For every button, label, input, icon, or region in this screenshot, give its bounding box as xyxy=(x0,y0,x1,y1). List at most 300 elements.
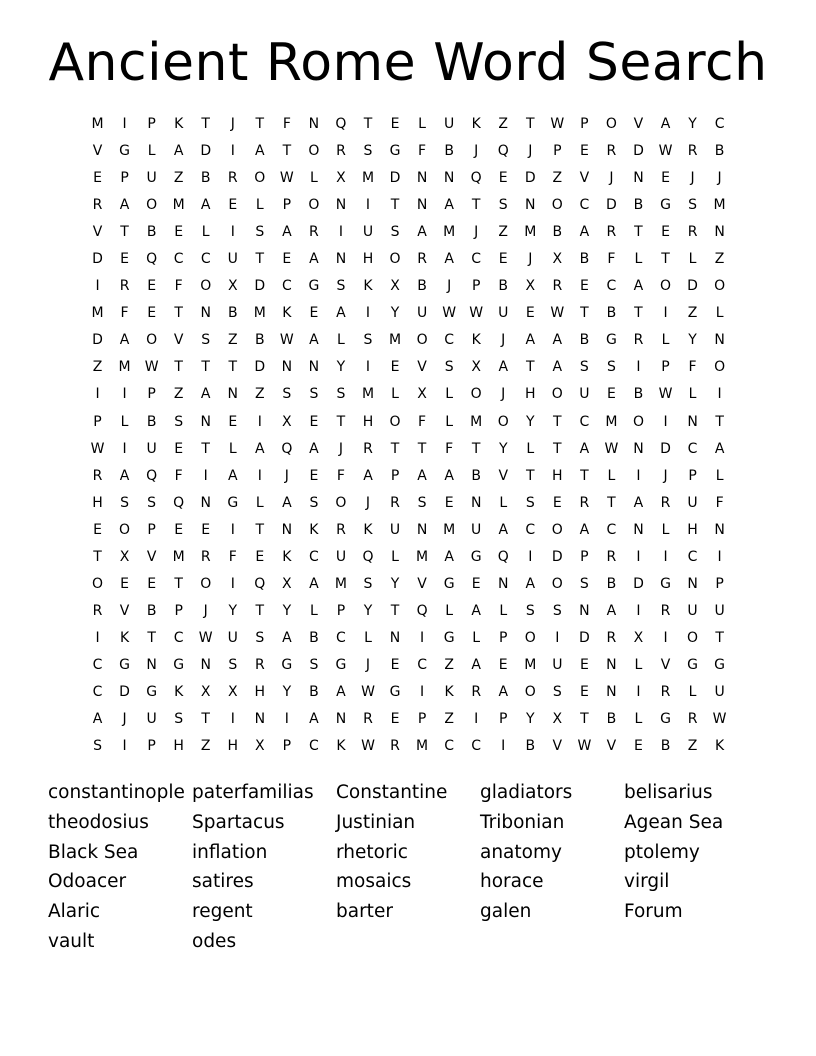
grid-letter: O xyxy=(146,197,158,214)
grid-letter: C xyxy=(309,548,319,565)
grid-letter: I xyxy=(636,683,641,700)
grid-letter: S xyxy=(552,602,562,619)
grid-letter: U xyxy=(687,494,698,511)
grid-letter: H xyxy=(525,386,536,403)
grid-letter: T xyxy=(580,711,589,728)
word-list-item: rhetoric xyxy=(336,841,408,863)
grid-letter: L xyxy=(715,305,724,322)
grid-letter: C xyxy=(444,332,455,349)
grid-letter: B xyxy=(227,305,238,322)
grid-letter: M xyxy=(118,359,131,376)
grid-letter: R xyxy=(92,197,103,214)
word-list-item: anatomy xyxy=(480,841,562,863)
grid-letter: S xyxy=(688,197,697,214)
grid-letter: U xyxy=(227,629,238,646)
grid-letter: I xyxy=(122,386,127,403)
grid-letter: B xyxy=(200,170,211,187)
grid-letter: P xyxy=(147,521,156,538)
grid-letter: K xyxy=(444,683,454,700)
grid-letter: S xyxy=(417,494,427,511)
grid-letter: E xyxy=(471,575,481,592)
grid-letter: N xyxy=(227,386,238,403)
grid-letter: T xyxy=(715,413,724,430)
grid-letter: M xyxy=(443,521,456,538)
grid-letter: O xyxy=(200,278,212,295)
word-list-item: vault xyxy=(48,930,95,952)
grid-letter: J xyxy=(663,467,668,484)
grid-letter: R xyxy=(579,494,590,511)
grid-letter: Q xyxy=(254,575,266,592)
grid-letter: I xyxy=(230,521,235,538)
grid-letter: P xyxy=(580,116,589,132)
grid-letter: W xyxy=(658,143,673,160)
grid-letter: A xyxy=(309,711,319,728)
grid-letter: I xyxy=(230,575,235,592)
grid-letter: Z xyxy=(92,359,103,376)
grid-letter: G xyxy=(443,629,455,646)
grid-letter: I xyxy=(230,143,235,160)
grid-letter: Y xyxy=(525,413,535,430)
grid-letter: O xyxy=(389,413,401,430)
grid-letter: Y xyxy=(228,602,238,619)
grid-letter: N xyxy=(714,224,725,241)
grid-letter: K xyxy=(309,521,319,538)
grid-letter: X xyxy=(282,413,292,430)
word-list-item: Agean Sea xyxy=(624,811,724,833)
grid-letter: E xyxy=(634,738,643,755)
grid-letter: S xyxy=(525,494,535,511)
grid-letter: P xyxy=(661,359,670,376)
grid-letter: A xyxy=(119,467,130,484)
grid-letter: T xyxy=(525,116,535,132)
grid-letter: M xyxy=(334,575,347,592)
grid-letter: S xyxy=(147,494,157,511)
grid-letter: L xyxy=(499,602,508,619)
grid-letter: N xyxy=(714,332,725,349)
grid-letter: M xyxy=(416,738,429,755)
grid-letter: F xyxy=(282,116,291,132)
grid-letter: H xyxy=(362,251,374,268)
grid-letter: Y xyxy=(688,332,697,349)
grid-letter: T xyxy=(201,440,210,457)
grid-letter: I xyxy=(95,629,100,646)
grid-letter: T xyxy=(255,251,265,268)
grid-letter: E xyxy=(579,683,589,700)
grid-letter: T xyxy=(201,711,210,728)
grid-letter: F xyxy=(715,494,724,511)
grid-letter: N xyxy=(416,521,428,538)
grid-letter: G xyxy=(227,494,239,511)
grid-letter: C xyxy=(606,278,617,295)
grid-letter: G xyxy=(173,656,185,673)
grid-letter: E xyxy=(525,305,535,322)
grid-letter: C xyxy=(92,656,103,673)
grid-letter: E xyxy=(552,494,562,511)
grid-letter: D xyxy=(254,359,266,376)
grid-letter: I xyxy=(717,386,722,403)
grid-letter: T xyxy=(174,359,183,376)
grid-letter: A xyxy=(579,440,590,457)
grid-letter: O xyxy=(92,575,104,592)
grid-letter: D xyxy=(633,143,644,160)
grid-letter: I xyxy=(636,359,641,376)
grid-letter: L xyxy=(364,629,372,646)
grid-letter: S xyxy=(309,386,319,403)
grid-letter: I xyxy=(95,278,100,295)
grid-letter: R xyxy=(119,278,130,295)
grid-letter: R xyxy=(660,683,671,700)
grid-letter: C xyxy=(579,197,590,214)
grid-letter: D xyxy=(92,332,103,349)
grid-letter: Z xyxy=(444,711,454,728)
grid-letter: R xyxy=(227,170,238,187)
grid-letter: N xyxy=(335,197,347,214)
grid-letter: P xyxy=(282,738,292,755)
word-list-item: Black Sea xyxy=(48,841,139,863)
grid-letter: S xyxy=(336,278,346,295)
grid-letter: C xyxy=(471,738,482,755)
grid-letter: B xyxy=(660,738,671,755)
grid-letter: E xyxy=(93,521,102,538)
grid-letter: A xyxy=(498,359,509,376)
grid-letter: A xyxy=(200,197,211,214)
grid-letter: E xyxy=(579,143,589,160)
grid-letter: N xyxy=(281,359,293,376)
grid-letter: A xyxy=(227,467,238,484)
grid-letter: J xyxy=(528,143,533,160)
grid-letter: E xyxy=(120,575,129,592)
grid-letter: F xyxy=(445,440,454,457)
grid-letter: O xyxy=(200,575,212,592)
grid-letter: M xyxy=(172,548,185,565)
grid-letter: B xyxy=(552,224,563,241)
grid-letter: Y xyxy=(498,440,508,457)
grid-letter: A xyxy=(444,467,454,484)
grid-letter: I xyxy=(420,629,425,646)
grid-letter: A xyxy=(471,602,481,619)
word-list-item: belisarius xyxy=(624,782,713,803)
grid-letter: I xyxy=(257,467,262,484)
grid-letter: S xyxy=(282,386,292,403)
grid-letter: T xyxy=(607,494,616,511)
grid-letter: N xyxy=(633,440,644,457)
grid-letter: F xyxy=(174,467,183,484)
grid-letter: I xyxy=(122,116,127,132)
grid-letter: A xyxy=(119,332,130,349)
grid-letter: W xyxy=(198,629,213,646)
grid-letter: H xyxy=(173,738,184,755)
grid-letter: Z xyxy=(498,224,509,241)
grid-letter: E xyxy=(390,116,400,132)
grid-letter: J xyxy=(690,170,695,187)
grid-letter: N xyxy=(308,116,320,132)
grid-letter: U xyxy=(227,251,238,268)
grid-letter: G xyxy=(308,278,320,295)
grid-letter: Z xyxy=(200,738,211,755)
grid-letter: S xyxy=(525,602,535,619)
word-list-item: constantinople xyxy=(48,782,185,803)
word-list-item: galen xyxy=(480,901,532,923)
grid-letter: R xyxy=(92,602,103,619)
grid-letter: X xyxy=(227,278,238,295)
grid-letter: P xyxy=(120,170,129,187)
grid-letter: V xyxy=(606,738,617,755)
grid-letter: N xyxy=(579,602,590,619)
grid-letter: J xyxy=(338,440,344,457)
grid-letter: R xyxy=(606,629,617,646)
grid-letter: L xyxy=(418,116,426,132)
grid-letter: P xyxy=(580,548,589,565)
grid-letter: D xyxy=(119,683,130,700)
grid-letter: N xyxy=(200,413,211,430)
grid-letter: B xyxy=(606,305,617,322)
grid-letter: M xyxy=(361,170,375,187)
grid-letter: D xyxy=(200,143,212,160)
grid-letter: Z xyxy=(173,170,184,187)
grid-letter: N xyxy=(335,251,347,268)
grid-letter: X xyxy=(119,548,130,565)
grid-letter: R xyxy=(336,521,346,538)
grid-letter: M xyxy=(91,116,104,132)
grid-letter: M xyxy=(253,305,266,322)
grid-letter: T xyxy=(715,629,724,646)
word-list-item: Constantine xyxy=(336,782,448,803)
grid-letter: J xyxy=(365,494,371,511)
grid-letter: M xyxy=(605,413,618,430)
grid-letter: A xyxy=(309,251,319,268)
grid-letter: Y xyxy=(363,602,373,619)
grid-letter: Z xyxy=(227,332,238,349)
grid-letter: U xyxy=(444,116,455,132)
grid-letter: G xyxy=(714,656,726,673)
grid-letter: P xyxy=(417,711,427,728)
grid-letter: D xyxy=(578,629,590,646)
grid-letter: Z xyxy=(687,305,698,322)
grid-letter: W xyxy=(550,116,565,132)
grid-letter: G xyxy=(470,548,482,565)
grid-letter: I xyxy=(474,711,479,728)
grid-letter: T xyxy=(553,440,562,457)
grid-letter: W xyxy=(279,332,294,349)
grid-letter: J xyxy=(528,251,533,268)
grid-letter: A xyxy=(579,224,590,241)
grid-letter: U xyxy=(552,656,563,673)
grid-letter: P xyxy=(147,116,156,132)
grid-letter: G xyxy=(660,711,671,728)
grid-letter: M xyxy=(524,224,537,241)
grid-letter: E xyxy=(444,494,454,511)
grid-letter: C xyxy=(417,656,427,673)
grid-letter: N xyxy=(606,656,617,673)
grid-letter: R xyxy=(471,683,482,700)
grid-letter: A xyxy=(660,116,671,132)
grid-letter: C xyxy=(606,521,617,538)
grid-letter: A xyxy=(714,440,725,457)
grid-letter: Z xyxy=(714,251,725,268)
grid-letter: U xyxy=(335,548,347,565)
grid-letter: A xyxy=(92,711,103,728)
grid-letter: J xyxy=(474,224,479,241)
grid-letter: E xyxy=(498,170,508,187)
grid-letter: T xyxy=(634,224,643,241)
grid-letter: O xyxy=(497,413,509,430)
grid-letter: N xyxy=(416,197,428,214)
grid-letter: U xyxy=(714,683,725,700)
grid-letter: I xyxy=(636,548,641,565)
grid-letter: Q xyxy=(335,116,347,132)
grid-letter: G xyxy=(389,683,401,700)
grid-letter: B xyxy=(606,575,617,592)
grid-letter: M xyxy=(172,197,185,214)
grid-letter: S xyxy=(444,359,454,376)
grid-letter: U xyxy=(146,440,157,457)
grid-letter: H xyxy=(254,683,266,700)
grid-letter: M xyxy=(91,305,104,322)
grid-letter: S xyxy=(174,711,184,728)
grid-letter: W xyxy=(604,440,619,457)
grid-letter: C xyxy=(471,251,482,268)
page-title: Ancient Rome Word Search xyxy=(48,33,768,93)
grid-letter: T xyxy=(471,197,481,214)
grid-letter: U xyxy=(498,305,509,322)
grid-letter: E xyxy=(120,251,129,268)
grid-letter: U xyxy=(146,711,157,728)
grid-letter: N xyxy=(200,305,211,322)
word-list-item: Spartacus xyxy=(192,811,285,833)
grid-letter: R xyxy=(254,656,265,673)
grid-letter: W xyxy=(144,359,159,376)
grid-letter: R xyxy=(417,251,427,268)
grid-letter: L xyxy=(661,521,670,538)
grid-letter: X xyxy=(282,575,292,592)
grid-letter: I xyxy=(528,548,533,565)
grid-letter: D xyxy=(524,170,536,187)
grid-letter: B xyxy=(146,224,157,241)
grid-letter: O xyxy=(389,251,401,268)
grid-letter: C xyxy=(579,413,590,430)
grid-letter: S xyxy=(255,629,265,646)
word-list-item: Odoacer xyxy=(48,871,127,893)
word-list xyxy=(48,778,768,957)
grid-letter: W xyxy=(361,738,375,755)
grid-letter: B xyxy=(633,386,644,403)
grid-letter: M xyxy=(524,656,537,673)
grid-letter: A xyxy=(282,494,292,511)
grid-letter: Z xyxy=(255,386,265,403)
grid-letter: T xyxy=(525,467,535,484)
grid-letter: T xyxy=(336,413,346,430)
word-list-item: regent xyxy=(192,901,253,923)
grid-letter: Q xyxy=(173,494,185,511)
grid-letter: R xyxy=(606,143,617,160)
grid-letter: I xyxy=(95,386,100,403)
grid-letter: T xyxy=(553,413,562,430)
grid-letter: O xyxy=(551,197,563,214)
grid-letter: T xyxy=(634,305,643,322)
grid-letter: N xyxy=(633,521,644,538)
grid-letter: F xyxy=(418,413,427,430)
grid-letter: P xyxy=(336,602,346,619)
grid-letter: I xyxy=(663,629,668,646)
grid-letter: R xyxy=(363,440,373,457)
grid-letter: S xyxy=(579,575,589,592)
grid-letter: R xyxy=(687,711,698,728)
grid-letter: W xyxy=(469,305,484,322)
grid-letter: S xyxy=(228,656,238,673)
grid-letter: F xyxy=(174,278,183,295)
grid-letter: L xyxy=(634,656,643,673)
grid-letter: L xyxy=(120,413,129,430)
grid-letter: W xyxy=(442,305,457,322)
grid-letter: N xyxy=(497,575,509,592)
grid-letter: Y xyxy=(390,305,400,322)
grid-letter: T xyxy=(661,251,670,268)
grid-letter: R xyxy=(336,143,346,160)
grid-letter: J xyxy=(230,116,235,132)
grid-letter: D xyxy=(254,278,266,295)
grid-letter: G xyxy=(660,575,671,592)
grid-letter: F xyxy=(228,548,237,565)
grid-letter: P xyxy=(174,602,183,619)
grid-letter: K xyxy=(282,305,292,322)
grid-letter: A xyxy=(309,440,319,457)
grid-letter: I xyxy=(122,440,127,457)
letter-grid xyxy=(84,111,733,760)
grid-letter: X xyxy=(200,683,211,700)
grid-letter: O xyxy=(119,521,131,538)
grid-letter: N xyxy=(335,711,347,728)
grid-letter: X xyxy=(552,251,563,268)
grid-letter: G xyxy=(281,656,293,673)
grid-letter: O xyxy=(335,494,347,511)
grid-letter: T xyxy=(580,467,589,484)
grid-letter: I xyxy=(663,305,668,322)
grid-letter: O xyxy=(632,413,644,430)
grid-letter: P xyxy=(499,711,508,728)
grid-letter: E xyxy=(606,386,616,403)
word-list-item: gladiators xyxy=(480,782,573,803)
grid-letter: T xyxy=(255,116,265,132)
grid-letter: O xyxy=(551,521,563,538)
grid-letter: E xyxy=(579,278,589,295)
grid-letter: G xyxy=(146,683,158,700)
word-list-item: horace xyxy=(480,871,544,893)
grid-letter: T xyxy=(363,116,373,132)
grid-letter: B xyxy=(309,629,319,646)
grid-letter: T xyxy=(282,143,292,160)
grid-letter: D xyxy=(551,548,563,565)
grid-letter: I xyxy=(122,738,127,755)
grid-letter: S xyxy=(390,224,400,241)
grid-letter: H xyxy=(227,738,239,755)
grid-letter: U xyxy=(416,305,428,322)
grid-letter: C xyxy=(336,629,346,646)
grid-letter: N xyxy=(416,170,428,187)
grid-letter: L xyxy=(391,548,399,565)
grid-letter: Y xyxy=(688,116,697,132)
grid-letter: L xyxy=(309,602,318,619)
grid-letter: L xyxy=(688,251,697,268)
grid-letter: L xyxy=(445,602,454,619)
grid-letter: T xyxy=(525,359,535,376)
grid-letter: E xyxy=(661,224,670,241)
grid-letter: E xyxy=(147,278,157,295)
grid-letter: A xyxy=(363,467,373,484)
grid-letter: G xyxy=(335,656,347,673)
grid-letter: E xyxy=(390,711,400,728)
grid-letter: B xyxy=(579,332,590,349)
grid-letter: O xyxy=(416,332,428,349)
